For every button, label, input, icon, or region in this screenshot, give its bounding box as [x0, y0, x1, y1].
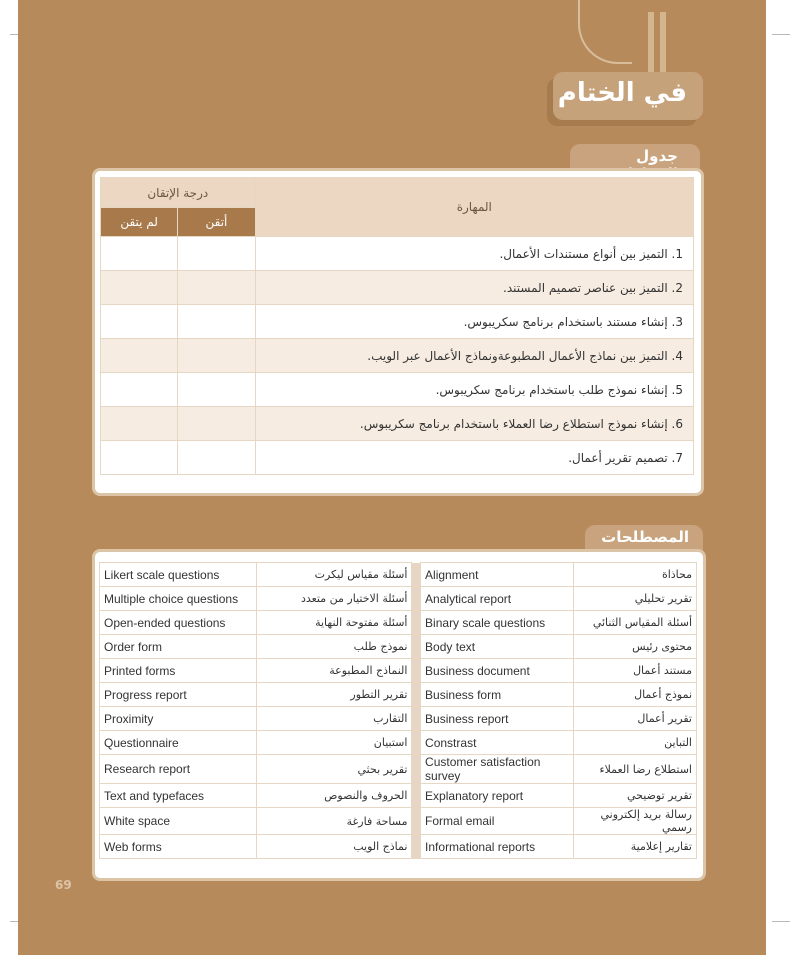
term-arabic: نماذج الويب [257, 835, 412, 859]
terms-row [100, 784, 697, 808]
checkbox-cell[interactable] [101, 373, 178, 407]
column-divider [412, 587, 421, 611]
term-english: Business report [421, 707, 574, 731]
page-number: 69 [55, 878, 72, 892]
term-arabic: أسئلة مفتوحة النهاية [257, 611, 412, 635]
term-arabic: رسالة بريد إلكتروني رسمي [574, 808, 697, 835]
checkbox-cell[interactable] [101, 237, 178, 271]
crop-mark [772, 921, 790, 922]
term-english: Questionnaire [100, 731, 257, 755]
column-divider [412, 808, 421, 835]
term-english: Progress report [100, 683, 257, 707]
checkbox-cell[interactable] [178, 407, 255, 441]
chapter-title: في الختام [557, 78, 687, 108]
skill-item: 6. إنشاء نموذج استطلاع رضا العملاء باستخدام برنامج سكريبوس. [255, 407, 693, 441]
checkbox-cell[interactable] [101, 441, 178, 475]
term-english: Constrast [421, 731, 574, 755]
term-english: Printed forms [100, 659, 257, 683]
skill-header: المهارة [255, 178, 693, 237]
term-english: Business document [421, 659, 574, 683]
term-arabic: أسئلة مقياس ليكرت [257, 563, 412, 587]
term-english: Analytical report [421, 587, 574, 611]
terms-row [100, 587, 697, 611]
term-english: Web forms [100, 835, 257, 859]
skills-heading-tab [570, 144, 700, 170]
term-english: Research report [100, 755, 257, 784]
skill-item: 3. إنشاء مستند باستخدام برنامج سكريبوس. [255, 305, 693, 339]
column-divider [412, 731, 421, 755]
checkbox-cell[interactable] [178, 373, 255, 407]
term-arabic: مساحة فارغة [257, 808, 412, 835]
term-english: Business form [421, 683, 574, 707]
skills-table [100, 177, 694, 475]
skill-item: 2. التميز بين عناصر تصميم المستند. [255, 271, 693, 305]
term-english: Text and typefaces [100, 784, 257, 808]
terms-row [100, 707, 697, 731]
term-arabic: تقرير أعمال [574, 707, 697, 731]
terms-row [100, 731, 697, 755]
skill-item: 1. التميز بين أنواع مستندات الأعمال. [255, 237, 693, 271]
term-english: Alignment [421, 563, 574, 587]
terms-row [100, 755, 697, 784]
skill-item: 7. تصميم تقرير أعمال. [255, 441, 693, 475]
term-english: Customer satisfaction survey [421, 755, 574, 784]
terms-row [100, 635, 697, 659]
term-english: Body text [421, 635, 574, 659]
term-english: Multiple choice questions [100, 587, 257, 611]
checkbox-cell[interactable] [178, 271, 255, 305]
mastery-header: درجة الإتقان [101, 178, 256, 208]
skills-heading: جدول [636, 147, 678, 165]
term-arabic: الحروف والنصوص [257, 784, 412, 808]
terms-row [100, 563, 697, 587]
skill-item: 4. التميز بين نماذج الأعمال المطبوعةونماذج الأعمال عبر الويب. [255, 339, 693, 373]
checkbox-cell[interactable] [178, 441, 255, 475]
term-arabic: محتوى رئيس [574, 635, 697, 659]
term-arabic: نموذج أعمال [574, 683, 697, 707]
term-english: White space [100, 808, 257, 835]
terms-row [100, 835, 697, 859]
column-divider [412, 835, 421, 859]
column-divider [412, 635, 421, 659]
terms-heading-tab [585, 525, 703, 551]
terms-row [100, 808, 697, 835]
term-arabic: تقرير بحثي [257, 755, 412, 784]
checkbox-cell[interactable] [101, 305, 178, 339]
terms-row [100, 659, 697, 683]
column-divider [412, 659, 421, 683]
terms-heading: المصطلحات [601, 528, 689, 546]
term-arabic: تقارير إعلامية [574, 835, 697, 859]
skills-card [92, 168, 704, 496]
checkbox-cell[interactable] [178, 339, 255, 373]
term-english: Informational reports [421, 835, 574, 859]
term-english: Formal email [421, 808, 574, 835]
terms-table [99, 562, 697, 859]
term-arabic: نموذج طلب [257, 635, 412, 659]
skill-item: 5. إنشاء نموذج طلب باستخدام برنامج سكريبوس. [255, 373, 693, 407]
term-english: Likert scale questions [100, 563, 257, 587]
term-arabic: تقرير تحليلي [574, 587, 697, 611]
column-divider [412, 755, 421, 784]
term-arabic: تقرير توضيحي [574, 784, 697, 808]
checkbox-cell[interactable] [178, 237, 255, 271]
term-arabic: التباين [574, 731, 697, 755]
term-english: Proximity [100, 707, 257, 731]
checkbox-cell[interactable] [101, 339, 178, 373]
column-divider [412, 683, 421, 707]
term-english: Order form [100, 635, 257, 659]
mastered-header: أتقن [178, 208, 255, 237]
not-mastered-header: لم يتقن [101, 208, 178, 237]
term-arabic: محاذاة [574, 563, 697, 587]
checkbox-cell[interactable] [101, 407, 178, 441]
terms-row [100, 683, 697, 707]
terms-card [92, 549, 706, 881]
crop-mark [772, 34, 790, 35]
term-arabic: استطلاع رضا العملاء [574, 755, 697, 784]
column-divider [412, 563, 421, 587]
column-divider [412, 784, 421, 808]
checkbox-cell[interactable] [178, 305, 255, 339]
terms-row [100, 611, 697, 635]
column-divider [412, 707, 421, 731]
term-arabic: مستند أعمال [574, 659, 697, 683]
term-arabic: النماذج المطبوعة [257, 659, 412, 683]
term-arabic: تقرير التطور [257, 683, 412, 707]
term-english: Explanatory report [421, 784, 574, 808]
term-arabic: أسئلة المقياس الثنائي [574, 611, 697, 635]
term-arabic: أسئلة الاختيار من متعدد [257, 587, 412, 611]
term-english: Binary scale questions [421, 611, 574, 635]
term-arabic: التقارب [257, 707, 412, 731]
column-divider [412, 611, 421, 635]
term-arabic: استبيان [257, 731, 412, 755]
checkbox-cell[interactable] [101, 271, 178, 305]
term-english: Open-ended questions [100, 611, 257, 635]
chapter-title-box [553, 72, 703, 120]
